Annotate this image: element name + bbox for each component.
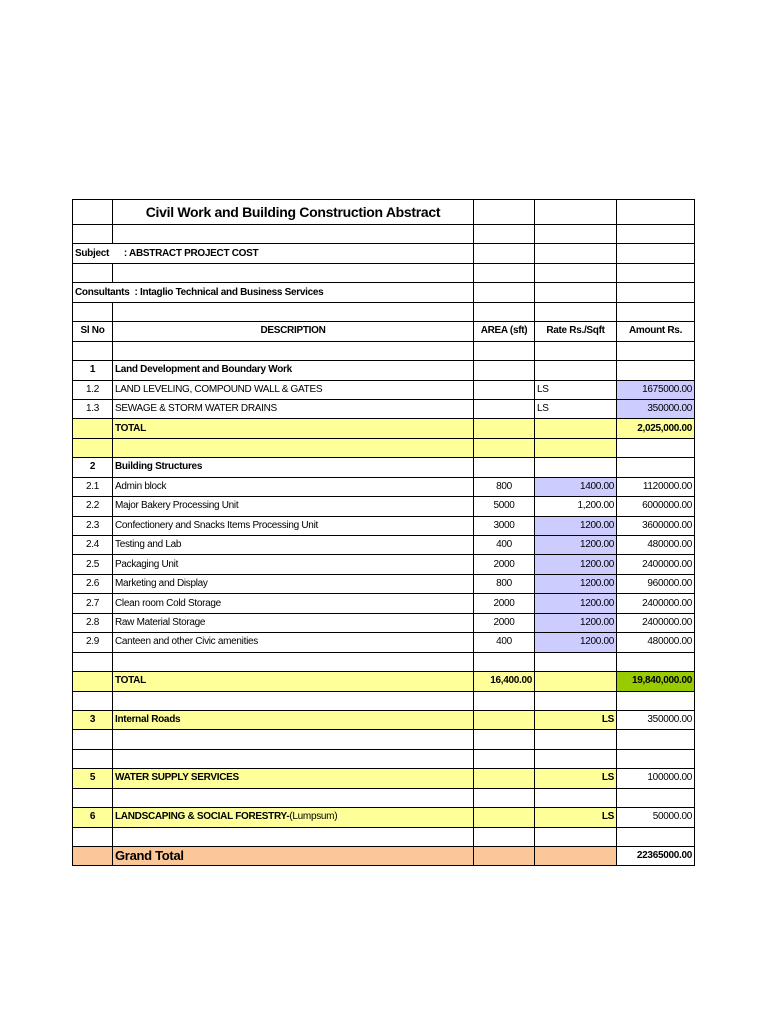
grand-total-amount: 22365000.00 (617, 847, 695, 866)
row-area (474, 399, 535, 418)
section-rate: LS (535, 710, 617, 729)
section-title: WATER SUPPLY SERVICES (113, 769, 474, 788)
row-description: Testing and Lab (113, 536, 474, 555)
total-amount: 19,840,000.00 (617, 672, 695, 691)
total-label: TOTAL (113, 419, 474, 438)
blank-row (73, 749, 695, 768)
subject-row (73, 244, 695, 263)
row-description: Marketing and Display (113, 574, 474, 593)
row-amount: 2400000.00 (617, 613, 695, 632)
table-row (73, 613, 695, 632)
blank-row (73, 302, 695, 321)
cost-abstract-table (72, 199, 695, 866)
section-title-suffix: (Lumpsum) (289, 811, 338, 823)
row-area (474, 380, 535, 399)
row-rate: 1200.00 (535, 574, 617, 593)
total-area: 16,400.00 (474, 672, 535, 691)
section-rate: LS (535, 769, 617, 788)
row-area: 400 (474, 536, 535, 555)
section-rate: LS (535, 808, 617, 827)
section-no: 1 (73, 361, 113, 380)
row-amount: 2400000.00 (617, 594, 695, 613)
row-area: 3000 (474, 516, 535, 535)
section-heading (73, 808, 695, 827)
row-description: Admin block (113, 477, 474, 496)
row-description: Confectionery and Snacks Items Processing Unit (113, 516, 474, 535)
table-row (73, 399, 695, 418)
row-no: 2.4 (73, 536, 113, 555)
blank-row (73, 788, 695, 807)
row-description: Raw Material Storage (113, 613, 474, 632)
row-no: 2.7 (73, 594, 113, 613)
section-heading (73, 769, 695, 788)
row-no: 2.9 (73, 633, 113, 652)
row-amount: 6000000.00 (617, 497, 695, 516)
row-area: 800 (474, 574, 535, 593)
row-description: Canteen and other Civic amenities (113, 633, 474, 652)
row-amount: 1120000.00 (617, 477, 695, 496)
total-label: TOTAL (113, 672, 474, 691)
row-area: 400 (474, 633, 535, 652)
subject-value: : ABSTRACT PROJECT COST (123, 247, 259, 259)
section-title-cell (113, 808, 474, 827)
header-description: DESCRIPTION (113, 322, 474, 341)
header-amount: Amount Rs. (617, 322, 695, 341)
header-sl-no: Sl No (73, 322, 113, 341)
blank-row (73, 438, 695, 457)
row-amount: 960000.00 (617, 574, 695, 593)
subject-cell (73, 244, 474, 263)
row-no: 2.3 (73, 516, 113, 535)
row-no: 1.2 (73, 380, 113, 399)
consultants-row (73, 283, 695, 302)
consultants-label: Consultants (75, 286, 130, 298)
section-no: 5 (73, 769, 113, 788)
row-description: Major Bakery Processing Unit (113, 497, 474, 516)
table-row (73, 574, 695, 593)
grand-total-row (73, 847, 695, 866)
blank-row (73, 827, 695, 846)
total-amount: 2,025,000.00 (617, 419, 695, 438)
section-title: Land Development and Boundary Work (113, 361, 474, 380)
row-area: 800 (474, 477, 535, 496)
row-no: 2.5 (73, 555, 113, 574)
section-no: 3 (73, 710, 113, 729)
row-rate: 1200.00 (535, 516, 617, 535)
section-amount: 100000.00 (617, 769, 695, 788)
section-amount: 50000.00 (617, 808, 695, 827)
row-rate: 1200.00 (535, 594, 617, 613)
row-area: 2000 (474, 594, 535, 613)
row-description: Packaging Unit (113, 555, 474, 574)
row-description: SEWAGE & STORM WATER DRAINS (113, 399, 474, 418)
row-no: 2.2 (73, 497, 113, 516)
table-row (73, 380, 695, 399)
consultants-cell (73, 283, 474, 302)
row-amount: 1675000.00 (617, 380, 695, 399)
section-no: 2 (73, 458, 113, 477)
blank-row (73, 225, 695, 244)
row-no: 2.6 (73, 574, 113, 593)
row-amount: 3600000.00 (617, 516, 695, 535)
title-row (73, 200, 695, 225)
row-amount: 480000.00 (617, 536, 695, 555)
table-row (73, 633, 695, 652)
row-rate: 1,200.00 (535, 497, 617, 516)
subject-label: Subject (75, 247, 110, 259)
section-heading (73, 458, 695, 477)
blank-row (73, 652, 695, 671)
blank-row (73, 730, 695, 749)
consultants-value: : Intaglio Technical and Business Services (134, 286, 324, 298)
row-area: 5000 (474, 497, 535, 516)
total-row (73, 419, 695, 438)
section-title: Internal Roads (113, 710, 474, 729)
header-row (73, 322, 695, 341)
table-row (73, 516, 695, 535)
row-rate: 1200.00 (535, 613, 617, 632)
section-heading (73, 361, 695, 380)
header-rate: Rate Rs./Sqft (535, 322, 617, 341)
row-area: 2000 (474, 613, 535, 632)
row-rate: 1200.00 (535, 633, 617, 652)
row-amount: 2400000.00 (617, 555, 695, 574)
row-no: 2.1 (73, 477, 113, 496)
table-row (73, 536, 695, 555)
blank-row (73, 691, 695, 710)
row-amount: 480000.00 (617, 633, 695, 652)
row-rate: LS (535, 399, 617, 418)
row-description: Clean room Cold Storage (113, 594, 474, 613)
sheet-title: Civil Work and Building Construction Abstract (113, 200, 474, 225)
header-area: AREA (sft) (474, 322, 535, 341)
row-rate: 1200.00 (535, 555, 617, 574)
table-row (73, 477, 695, 496)
section-title: LANDSCAPING & SOCIAL FORESTRY- (115, 811, 290, 823)
blank-row (73, 263, 695, 282)
row-amount: 350000.00 (617, 399, 695, 418)
row-no: 2.8 (73, 613, 113, 632)
table-row (73, 555, 695, 574)
row-area: 2000 (474, 555, 535, 574)
section-amount: 350000.00 (617, 710, 695, 729)
table-row (73, 497, 695, 516)
grand-total-label: Grand Total (113, 847, 474, 866)
row-description: LAND LEVELING, COMPOUND WALL & GATES (113, 380, 474, 399)
table-row (73, 594, 695, 613)
row-rate: 1400.00 (535, 477, 617, 496)
row-rate: LS (535, 380, 617, 399)
row-no: 1.3 (73, 399, 113, 418)
row-rate: 1200.00 (535, 536, 617, 555)
blank-row (73, 341, 695, 360)
total-row (73, 672, 695, 691)
section-heading (73, 710, 695, 729)
section-title: Building Structures (113, 458, 474, 477)
section-no: 6 (73, 808, 113, 827)
